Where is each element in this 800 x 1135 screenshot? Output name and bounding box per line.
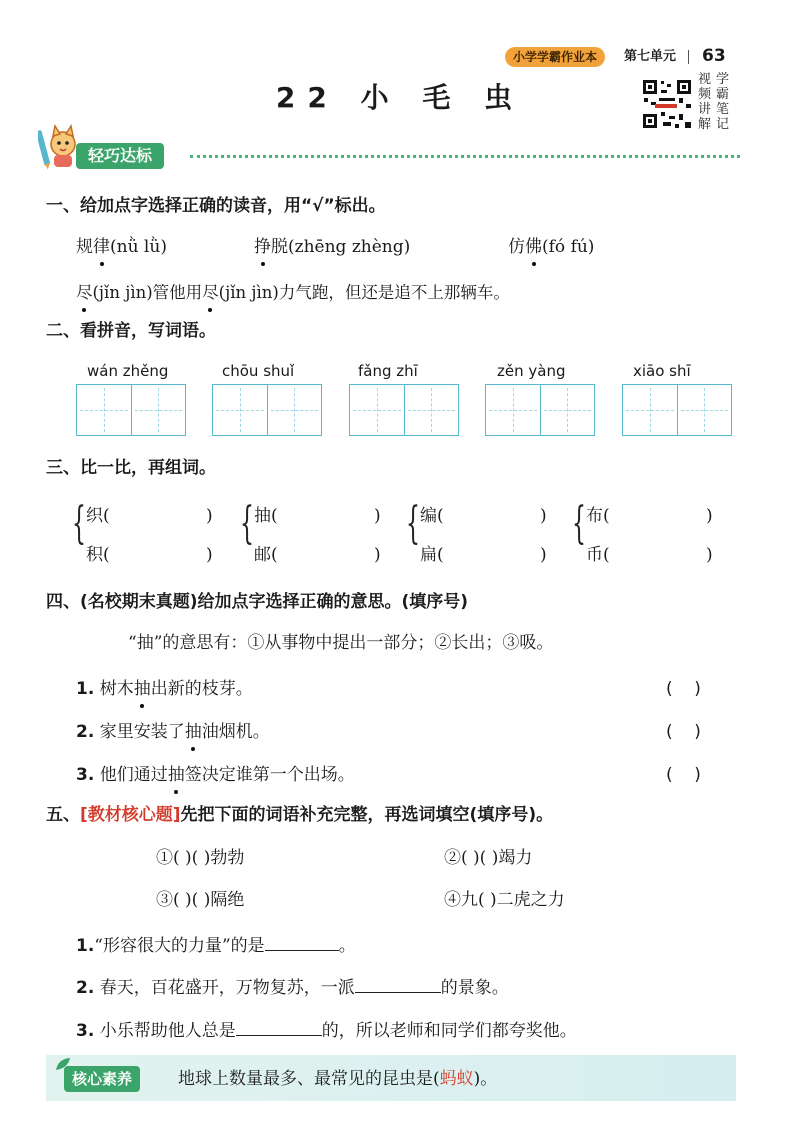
s1-sentence: 尽(jǐn jìn)管他用尽(jǐn jìn)力气跑，但还是追不上那辆车。 [76, 281, 510, 305]
compare-4b: 币( [586, 545, 610, 565]
unit-label: 第七单元 [624, 49, 677, 64]
fill-blank-2[interactable] [355, 976, 441, 993]
s4-item-1: 1. 树木抽出新的枝芽。 [76, 679, 253, 699]
writing-grid-5[interactable] [622, 384, 732, 436]
section-2-heading: 二、看拼音，写词语。 [46, 321, 216, 341]
compare-3a: 编( [420, 506, 444, 526]
section-1-heading: 一、给加点字选择正确的读音，用“√”标出。 [46, 196, 386, 216]
s4-answer-2[interactable]: ( ) [666, 722, 701, 742]
fill-blank-3[interactable] [236, 1019, 322, 1036]
qr-caption-notes: 学 霸 笔 记 [716, 72, 730, 132]
s4-meaning: “抽”的意思有：①从事物中提出一部分；②长出；③吸。 [128, 633, 554, 653]
compare-3b-close: ) [540, 545, 547, 565]
s1-item-3: 仿佛(fó fú) [508, 237, 595, 257]
pinyin-2: chōu shuǐ [222, 362, 295, 380]
compare-2a: 抽( [254, 506, 278, 526]
writing-grid-4[interactable] [485, 384, 595, 436]
core-literacy-text: 地球上数量最多、最常见的昆虫是(蚂蚁)。 [178, 1069, 498, 1089]
fill-blank-1[interactable] [265, 934, 339, 951]
section-4-heading: 四、(名校期末真题)给加点字选择正确的意思。(填序号) [46, 592, 469, 612]
compare-2b: 邮( [254, 545, 278, 565]
compare-1a-close: ) [206, 506, 213, 526]
brace-4: { [572, 498, 586, 549]
s4-answer-3[interactable]: ( ) [666, 765, 701, 785]
compare-4a: 布( [586, 506, 610, 526]
compare-2a-close: ) [374, 506, 381, 526]
writing-grid-2[interactable] [212, 384, 322, 436]
compare-1a: 织( [86, 506, 110, 526]
lesson-title: 22 小 毛 虫 [275, 81, 525, 114]
pinyin-1: wán zhěng [87, 362, 169, 380]
writing-grid-1[interactable] [76, 384, 186, 436]
idiom-1: ①( )( )勃勃 [156, 848, 245, 868]
header-divider [688, 50, 689, 64]
compare-4a-close: ) [706, 506, 713, 526]
brace-1: { [72, 498, 86, 549]
idiom-3: ③( )( )隔绝 [156, 890, 245, 910]
s1-item-1: 规律(nǜ lǜ) [76, 237, 167, 257]
s4-item-2: 2. 家里安装了抽油烟机。 [76, 722, 270, 742]
writing-grid-3[interactable] [349, 384, 459, 436]
brace-2: { [240, 498, 254, 549]
section-5-heading: 五、[教材核心题]先把下面的词语补充完整，再选词填空(填序号)。 [46, 805, 554, 825]
pinyin-5: xiāo shī [633, 362, 691, 380]
pinyin-3: fǎng zhī [358, 362, 418, 380]
s5-question-1: 1.“形容很大的力量”的是 。 [76, 936, 356, 956]
compare-1b: 积( [86, 545, 110, 565]
s1-item-2: 挣脱(zhēng zhèng) [254, 237, 411, 257]
compare-4b-close: ) [706, 545, 713, 565]
page-number: 63 [702, 46, 726, 66]
compare-1b-close: ) [206, 545, 213, 565]
section-3-heading: 三、比一比，再组词。 [46, 458, 216, 478]
compare-2b-close: ) [374, 545, 381, 565]
qr-caption-video: 视 频 讲 解 [698, 72, 712, 132]
cat-mascot-icon [38, 124, 80, 170]
compare-3b: 扁( [420, 545, 444, 565]
compare-3a-close: ) [540, 506, 547, 526]
idiom-4: ④九( )二虎之力 [444, 890, 565, 910]
series-badge: 小学学霸作业本 [505, 47, 605, 67]
pinyin-4: zěn yàng [497, 362, 566, 380]
section-banner: 轻巧达标 [76, 143, 164, 169]
banner-dotted-line [190, 155, 740, 158]
s4-item-3: 3. 他们通过抽签决定谁第一个出场。 [76, 765, 355, 785]
core-literacy-tag: 核心素养 [64, 1066, 140, 1092]
s5-question-2: 2. 春天，百花盛开，万物复苏，一派 的景象。 [76, 978, 509, 998]
brace-3: { [406, 498, 420, 549]
s5-question-3: 3. 小乐帮助他人总是 的，所以老师和同学们都夸奖他。 [76, 1021, 577, 1041]
s4-answer-1[interactable]: ( ) [666, 679, 701, 699]
idiom-2: ②( )( )竭力 [444, 848, 533, 868]
